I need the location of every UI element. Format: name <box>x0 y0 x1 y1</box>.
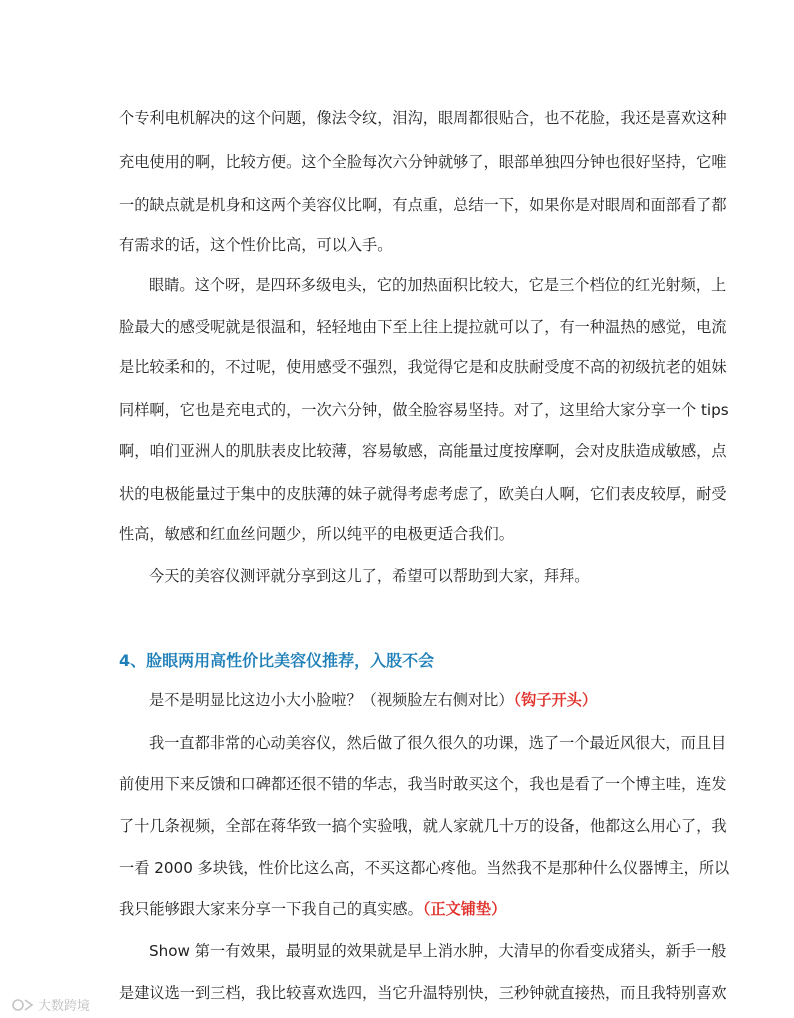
paragraph-line: 个专利电机解决的这个问题，像法令纹，泪沟，眼周都很贴合，也不花脸，我还是喜欢这种 <box>119 109 727 127</box>
paragraph-line: 是比较柔和的，不过呢，使用感受不强烈，我觉得它是和皮肤耐受度不高的初级抗老的姐妹 <box>119 358 727 376</box>
paragraph-line: Show 第一有效果，最明显的效果就是早上消水肿，大清早的你看变成猪头，新手一般 <box>149 942 727 960</box>
paragraph-line: 状的电极能量过于集中的皮肤薄的妹子就得考虑考虑了，欧美白人啊，它们表皮较厚，耐受 <box>119 485 727 503</box>
paragraph-line: 今天的美容仪测评就分享到这儿了，希望可以帮助到大家，拜拜。 <box>149 567 590 585</box>
paragraph-line: 是建议选一到三档，我比较喜欢选四，当它升温特别快，三秒钟就直接热，而且我特别喜欢 <box>119 984 727 1002</box>
hook-tag: （钩子开头） <box>513 691 598 709</box>
paragraph-line: 一看 2000 多块钱，性价比这么高，不买这都心疼他。当然我不是那种什么仪器博主，所以 <box>119 859 730 877</box>
watermark-text: 大数跨境 <box>38 999 91 1014</box>
paragraph-line: 我一直都非常的心动美容仪，然后做了很久很久的功课，选了一个最近风很大，而且目 <box>149 734 727 752</box>
paragraph-line: 性高，敏感和红血丝问题少，所以纯平的电极更适合我们。 <box>119 525 514 543</box>
body-tag: （正文铺垫） <box>422 900 507 918</box>
paragraph-line: 充电使用的啊，比较方便。这个全脸每次六分钟就够了，眼部单独四分钟也很好坚持，它唯 <box>119 153 727 171</box>
paragraph-line: 前使用下来反馈和口碑都还很不错的华志，我当时敢买这个，我也是看了一个博主哇，连发 <box>119 775 727 793</box>
paragraph-line: 眼睛。这个呀，是四环多级电头，它的加热面积比较大，它是三个档位的红光射频，上 <box>149 276 727 294</box>
section-heading: 4、脸眼两用高性价比美容仪推荐，入股不会 <box>119 651 435 670</box>
paragraph-text: 我只能够跟大家来分享一下我自己的真实感。 <box>119 900 423 918</box>
watermark <box>12 995 90 1014</box>
paragraph-line <box>119 899 679 919</box>
paragraph-line: 了十几条视频，全部在蒋华致一搞个实验哦，就人家就几十万的设备，他都这么用心了，我 <box>119 817 727 835</box>
paragraph-line <box>149 690 679 710</box>
paragraph-line: 一的缺点就是机身和这两个美容仪比啊，有点重，总结一下，如果你是对眼周和面部看了都 <box>119 196 727 214</box>
paragraph-text: 是不是明显比这边小大小脸啦？（视频脸左右侧对比） <box>149 691 514 709</box>
paragraph-line: 脸最大的感受呢就是很温和，轻轻地由下至上往上提拉就可以了，有一种温热的感觉，电流 <box>119 318 727 336</box>
paragraph-line: 同样啊，它也是充电式的，一次六分钟，做全脸容易坚持。对了，这里给大家分享一个 tips <box>119 401 729 419</box>
watermark-logo-icon <box>12 998 34 1012</box>
paragraph-line: 啊，咱们亚洲人的肌肤表皮比较薄，容易敏感，高能量过度按摩啊，会对皮肤造成敏感，点 <box>119 442 727 460</box>
paragraph-line: 有需求的话，这个性价比高，可以入手。 <box>119 236 393 254</box>
